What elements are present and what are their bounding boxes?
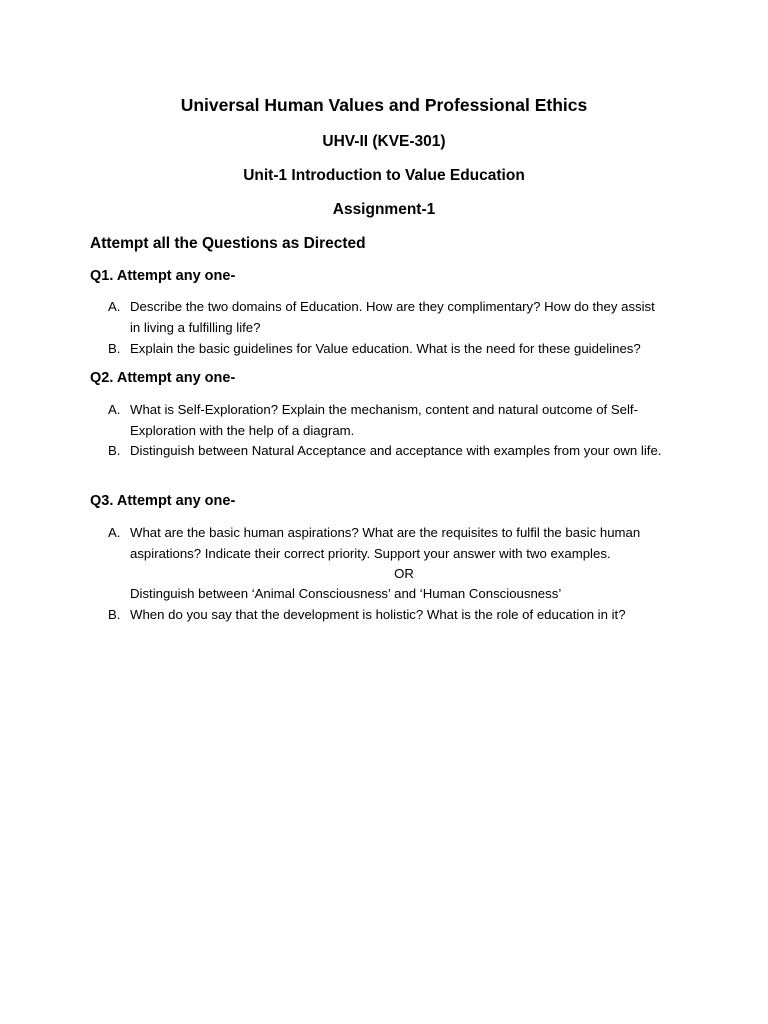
option-text: Explain the basic guidelines for Value education. What is the need for these guidelines? [130, 341, 641, 356]
option-text: What are the basic human aspirations? What are the requisites to fulfil the basic human aspirations? Indicate their correct priority. Support your answer with two examples. [130, 525, 641, 561]
or-separator: OR [394, 566, 414, 581]
list-marker: A. [108, 525, 121, 540]
question-1-option-a [108, 297, 668, 338]
list-marker: A. [108, 402, 121, 417]
question-2-option-a [108, 400, 668, 441]
list-marker: B. [108, 443, 121, 458]
assignment-title: Assignment-1 [332, 201, 436, 218]
option-text: Describe the two domains of Education. How are they complimentary? How do they assist in living a fulfilling life? [130, 299, 655, 335]
question-2-option-b [108, 441, 668, 462]
question-3-alternative: Distinguish between ‘Animal Consciousness’ and ‘Human Consciousness’ [130, 586, 562, 601]
option-text: What is Self-Exploration? Explain the mechanism, content and natural outcome of Self-Exploration with the help of a diagram. [130, 402, 638, 438]
list-marker: B. [108, 341, 121, 356]
document-title: Universal Human Values and Professional Ethics [180, 95, 588, 115]
instructions-heading: Attempt all the Questions as Directed [90, 235, 366, 252]
question-1-option-b [108, 339, 668, 360]
option-text: When do you say that the development is holistic? What is the role of education in it? [130, 607, 626, 622]
course-code: UHV-II (KVE-301) [322, 133, 446, 150]
option-text: Distinguish between Natural Acceptance and acceptance with examples from your own life. [130, 443, 662, 458]
unit-title: Unit-1 Introduction to Value Education [243, 167, 525, 184]
list-marker: A. [108, 299, 121, 314]
question-3-option-b [108, 605, 668, 626]
question-2-heading: Q2. Attempt any one- [90, 370, 236, 386]
question-3-option-a [108, 523, 668, 564]
question-1-heading: Q1. Attempt any one- [90, 268, 236, 284]
question-3-heading: Q3. Attempt any one- [90, 493, 236, 509]
list-marker: B. [108, 607, 121, 622]
